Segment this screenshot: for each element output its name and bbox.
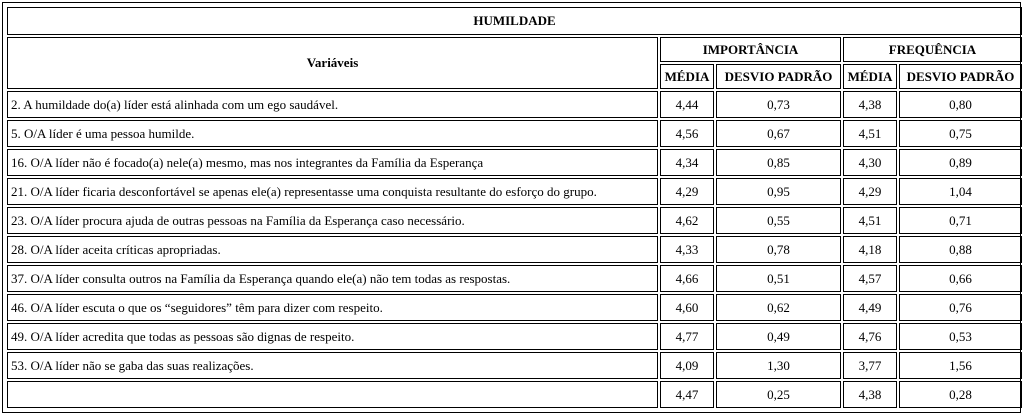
importance-mean: 4,09: [660, 352, 714, 379]
table-container: [2, 2, 1021, 413]
frequency-mean: 3,77: [843, 352, 897, 379]
table-row: [7, 236, 1022, 263]
header-importance: IMPORTÂNCIA: [660, 37, 841, 62]
frequency-std: 1,56: [899, 352, 1022, 379]
importance-std: 0,51: [716, 265, 841, 292]
importance-std: 0,85: [716, 149, 841, 176]
importance-mean: 4,34: [660, 149, 714, 176]
frequency-mean: 4,49: [843, 294, 897, 321]
row-label: 46. O/A líder escuta o que os “seguidores” têm para dizer com respeito.: [7, 294, 658, 321]
table-row: [7, 323, 1022, 350]
table-row: [7, 352, 1022, 379]
table-row: [7, 120, 1022, 147]
table-row: [7, 265, 1022, 292]
frequency-std: 0,80: [899, 91, 1022, 118]
table-row: [7, 178, 1022, 205]
header-frequency-std: DESVIO PADRÃO: [899, 64, 1022, 89]
row-label: 2. A humildade do(a) líder está alinhada com um ego saudável.: [7, 91, 658, 118]
row-label: 23. O/A líder procura ajuda de outras pessoas na Família da Esperança caso necessário.: [7, 207, 658, 234]
importance-mean: 4,60: [660, 294, 714, 321]
importance-mean: 4,44: [660, 91, 714, 118]
frequency-mean: 4,29: [843, 178, 897, 205]
average-importance-mean: 4,47: [660, 381, 714, 408]
importance-mean: 4,33: [660, 236, 714, 263]
frequency-std: 0,75: [899, 120, 1022, 147]
frequency-mean: 4,38: [843, 91, 897, 118]
importance-mean: 4,56: [660, 120, 714, 147]
average-row: [7, 381, 1022, 408]
importance-std: 1,30: [716, 352, 841, 379]
importance-mean: 4,66: [660, 265, 714, 292]
frequency-mean: 4,76: [843, 323, 897, 350]
importance-std: 0,78: [716, 236, 841, 263]
frequency-mean: 4,57: [843, 265, 897, 292]
frequency-std: 0,89: [899, 149, 1022, 176]
row-label: 5. O/A líder é uma pessoa humilde.: [7, 120, 658, 147]
table-row: [7, 91, 1022, 118]
importance-std: 0,73: [716, 91, 841, 118]
average-frequency-std: 0,28: [899, 381, 1022, 408]
table-title: HUMILDADE: [7, 7, 1022, 35]
frequency-std: 0,88: [899, 236, 1022, 263]
importance-mean: 4,77: [660, 323, 714, 350]
row-label: 37. O/A líder consulta outros na Família da Esperança quando ele(a) não tem todas as respostas.: [7, 265, 658, 292]
average-label: [7, 381, 658, 408]
header-frequency: FREQUÊNCIA: [843, 37, 1022, 62]
frequency-mean: 4,51: [843, 120, 897, 147]
frequency-mean: 4,51: [843, 207, 897, 234]
frequency-mean: 4,18: [843, 236, 897, 263]
header-frequency-mean: MÉDIA: [843, 64, 897, 89]
row-label: 21. O/A líder ficaria desconfortável se apenas ele(a) representasse uma conquista resultante do esforço do grupo.: [7, 178, 658, 205]
importance-std: 0,49: [716, 323, 841, 350]
frequency-mean: 4,30: [843, 149, 897, 176]
frequency-std: 0,53: [899, 323, 1022, 350]
importance-std: 0,62: [716, 294, 841, 321]
frequency-std: 1,04: [899, 178, 1022, 205]
frequency-std: 0,66: [899, 265, 1022, 292]
table-row: [7, 294, 1022, 321]
row-label: 49. O/A líder acredita que todas as pessoas são dignas de respeito.: [7, 323, 658, 350]
table-row: [7, 149, 1022, 176]
header-variables: Variáveis: [7, 37, 658, 89]
table-row: [7, 207, 1022, 234]
importance-std: 0,55: [716, 207, 841, 234]
importance-std: 0,95: [716, 178, 841, 205]
humility-table: [5, 5, 1024, 410]
header-importance-mean: MÉDIA: [660, 64, 714, 89]
importance-mean: 4,62: [660, 207, 714, 234]
average-importance-std: 0,25: [716, 381, 841, 408]
average-frequency-mean: 4,38: [843, 381, 897, 408]
importance-mean: 4,29: [660, 178, 714, 205]
frequency-std: 0,71: [899, 207, 1022, 234]
row-label: 28. O/A líder aceita críticas apropriadas.: [7, 236, 658, 263]
importance-std: 0,67: [716, 120, 841, 147]
header-importance-std: DESVIO PADRÃO: [716, 64, 841, 89]
frequency-std: 0,76: [899, 294, 1022, 321]
row-label: 16. O/A líder não é focado(a) nele(a) mesmo, mas nos integrantes da Família da Esperança: [7, 149, 658, 176]
row-label: 53. O/A líder não se gaba das suas realizações.: [7, 352, 658, 379]
